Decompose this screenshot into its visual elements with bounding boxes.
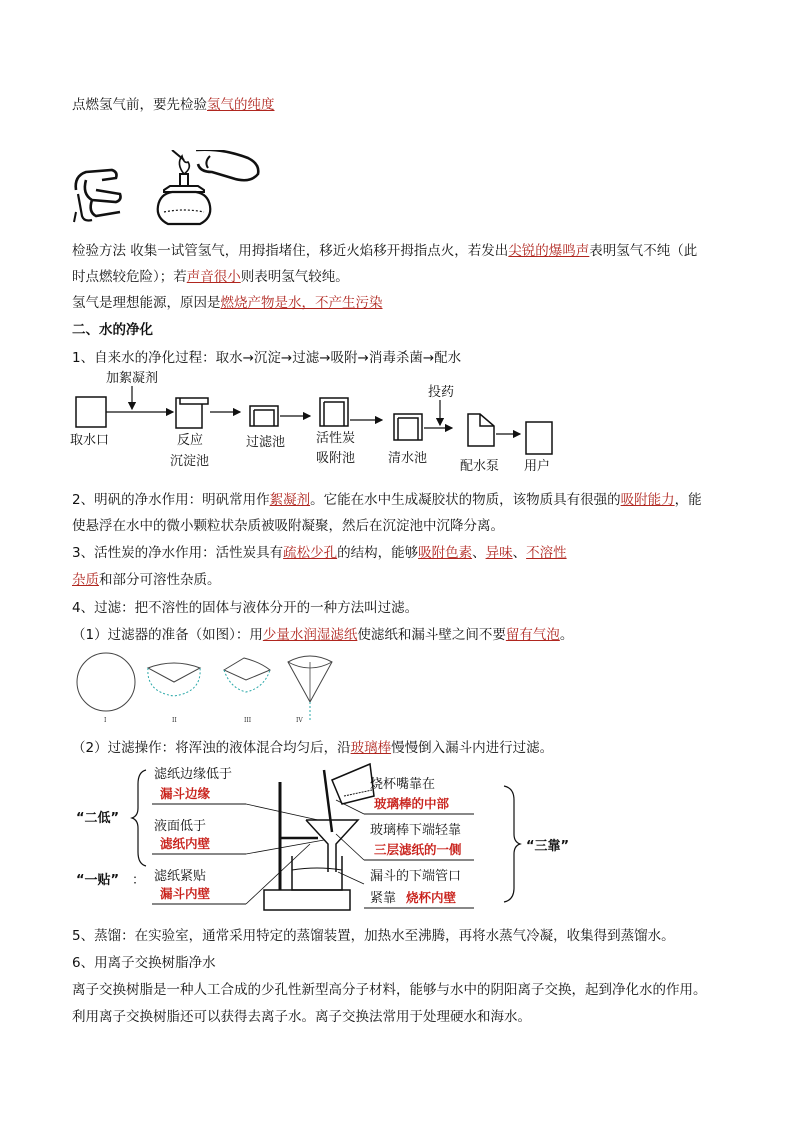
filtration-diagram xyxy=(74,760,604,920)
label-clear-water: 清水池 xyxy=(388,451,428,466)
text: （1）过滤器的准备（如图）：用 xyxy=(72,627,263,643)
label-user: 用户 xyxy=(524,459,551,474)
hydrogen-test-illustration xyxy=(72,150,262,232)
text: 3、活性炭的净水作用：活性炭具有 xyxy=(72,545,284,561)
ideal-energy-line xyxy=(72,293,383,313)
label-filter: 过滤池 xyxy=(246,435,286,450)
hydrogen-purity-line xyxy=(72,95,275,115)
label-fold-2: II xyxy=(172,717,177,724)
filter-op-line xyxy=(72,738,553,758)
low1-question: 滤纸边缘低于 xyxy=(154,767,233,782)
answer-hydrogen-purity: 氢气的纯度 xyxy=(207,97,275,113)
label-two-low: “二低” xyxy=(76,811,120,826)
text: 的结构，能够 xyxy=(337,545,419,561)
filter-tank xyxy=(250,406,278,426)
text: 。 xyxy=(559,627,574,643)
text: 表明氢气不纯（此 xyxy=(589,243,698,259)
text: 使滤纸和漏斗壁之间不要 xyxy=(357,627,506,643)
text: 慢慢倒入漏斗内进行过滤。 xyxy=(391,740,554,756)
stand-base xyxy=(264,890,350,910)
label-pump: 配水泵 xyxy=(460,459,500,474)
label-three-lean: “三靠” xyxy=(526,839,570,854)
answer-glass-rod: 玻璃棒 xyxy=(350,740,392,756)
label-dosing: 投药 xyxy=(428,385,455,400)
item-2-line-2: 使悬浮在水中的微小颗粒状杂质被吸附凝聚，然后在沉淀池中沉降分离。 xyxy=(72,518,504,534)
answer-odor: 异味 xyxy=(485,545,513,561)
low1-answer: 漏斗边缘 xyxy=(160,786,211,801)
answer-porous: 疏松少孔 xyxy=(283,545,338,561)
low2-answer: 滤纸内壁 xyxy=(160,836,211,851)
item-6-line-1: 离子交换树脂是一种人工合成的少孔性新型高分子材料，能够与水中的阴阳离子交换，起到净化水的作用。 xyxy=(72,982,707,998)
filter-paper-folding-diagram xyxy=(74,652,334,726)
label-fold-1: I xyxy=(104,717,107,724)
lean1-question: 烧杯嘴靠在 xyxy=(370,777,436,792)
section-title: 二、水的净化 xyxy=(72,322,153,338)
text: 、 xyxy=(512,545,527,561)
lean2-question: 玻璃棒下端轻靠 xyxy=(370,823,462,838)
intake-box xyxy=(76,397,106,427)
answer-low-sound: 声音很小 xyxy=(186,269,241,285)
item-4: 4、过滤：把不溶性的固体与液体分开的一种方法叫过滤。 xyxy=(72,600,419,616)
text: 2、明矾的净水作用：明矾常用作 xyxy=(72,492,270,508)
answer-pop-sound: 爆鸣声 xyxy=(548,243,590,259)
item-6-line-2: 利用离子交换树脂还可以获得去离子水。离子交换法常用于处理硬水和海水。 xyxy=(72,1009,531,1025)
receiving-beaker xyxy=(292,856,342,890)
item-5: 5、蒸馏：在实验室，通常采用特定的蒸馏装置，加热水至沸腾，再将水蒸气冷凝，收集得到蒸馏水。 xyxy=(72,928,675,944)
lean2-answer: 三层滤纸的一侧 xyxy=(374,842,462,857)
carbon-tank xyxy=(320,398,348,426)
low2-question: 液面低于 xyxy=(154,819,207,834)
fit-answer: 漏斗内壁 xyxy=(160,886,211,901)
text: 点燃氢气前，要先检验 xyxy=(72,97,207,113)
text: 氢气是理想能源，原因是 xyxy=(72,295,221,311)
text: ，能 xyxy=(674,492,702,508)
lean1-answer: 玻璃棒的中部 xyxy=(374,796,450,811)
label-reaction-1: 反应 xyxy=(177,433,204,448)
answer-pigment: 吸附色素 xyxy=(418,545,473,561)
user-box xyxy=(526,422,552,454)
text: 时点燃较危险）；若 xyxy=(72,269,187,285)
label-fold-3: III xyxy=(244,717,252,724)
item-3-line-1 xyxy=(72,543,567,563)
water-treatment-flow-diagram xyxy=(70,370,570,480)
item-6-title: 6、用离子交换树脂净水 xyxy=(72,955,216,971)
item-1: 1、自来水的净化过程：取水→沉淀→过滤→吸附→消毒杀菌→配水 xyxy=(72,350,462,366)
text: 和部分可溶性杂质。 xyxy=(99,572,221,588)
test-method-line-1 xyxy=(72,241,697,261)
text: 、 xyxy=(472,545,486,561)
label-intake: 取水口 xyxy=(70,433,110,448)
fit-question: 滤纸紧贴 xyxy=(154,869,207,884)
answer-wet-paper: 少量水润湿滤纸 xyxy=(262,627,358,643)
test-method-line-2 xyxy=(72,267,349,287)
answer-insoluble: 不溶性 xyxy=(526,545,567,561)
label-coagulant: 加絮凝剂 xyxy=(106,371,159,386)
label-carbon-2: 吸附池 xyxy=(316,451,356,466)
lean3-answer: 烧杯内壁 xyxy=(406,890,457,905)
label-reaction-2: 沉淀池 xyxy=(170,454,210,469)
answer-flocculant: 絮凝剂 xyxy=(269,492,311,508)
pouring-beaker xyxy=(332,764,374,804)
answer-adsorption: 吸附能力 xyxy=(620,492,675,508)
item-2-line-1 xyxy=(72,490,702,510)
lean3-question: 漏斗的下端管口 xyxy=(370,869,462,884)
text: 。它能在水中生成凝胶状的物质，该物质具有很强的 xyxy=(310,492,621,508)
colon: ： xyxy=(132,873,146,888)
answer-air-bubbles: 留有气泡 xyxy=(505,627,560,643)
text: 则表明氢气较纯。 xyxy=(240,269,349,285)
label-one-fit: “一贴” xyxy=(76,873,120,888)
answer-impurity: 杂质 xyxy=(72,572,99,588)
answer-sharp: 尖锐的 xyxy=(508,243,549,259)
filter-prep-line xyxy=(72,625,573,645)
pump xyxy=(468,414,494,446)
glass-rod xyxy=(324,770,332,832)
text: 检验方法 收集一试管氢气，用拇指堵住，移近火焰移开拇指点火，若发出 xyxy=(72,243,509,259)
clear-water-tank xyxy=(394,414,422,440)
label-carbon-1: 活性炭 xyxy=(316,431,356,446)
lean3-question-2: 紧靠 xyxy=(370,891,397,906)
item-3-line-2 xyxy=(72,570,221,590)
reaction-tank xyxy=(176,398,208,428)
answer-clean-product: 燃烧产物是水，不产生污染 xyxy=(220,295,383,311)
label-fold-4: IV xyxy=(296,717,303,724)
text: （2）过滤操作：将浑浊的液体混合均匀后，沿 xyxy=(72,740,351,756)
